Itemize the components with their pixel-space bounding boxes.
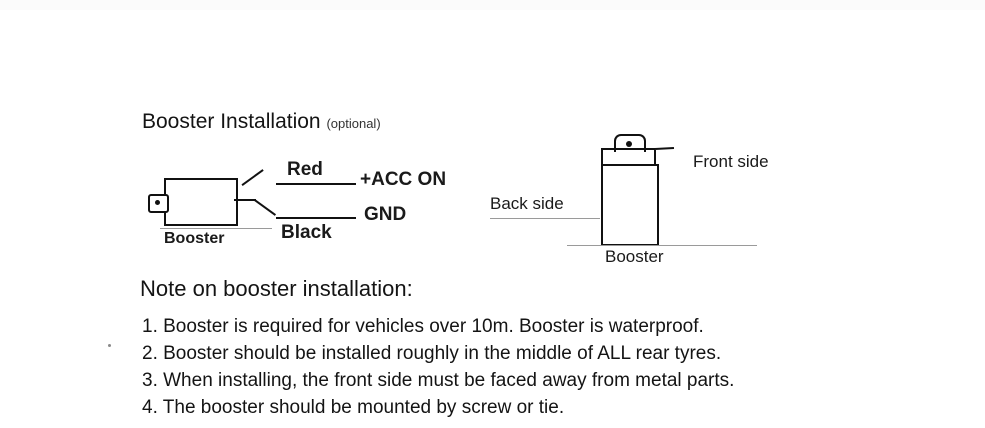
booster-right-underline — [567, 245, 757, 246]
booster-body-rect — [164, 178, 238, 226]
wire-red-line — [276, 183, 356, 185]
wire-branch-upper — [241, 169, 276, 203]
booster-right-caption: Booster — [605, 247, 664, 266]
notes-list — [142, 313, 734, 421]
terminal-gnd-label: GND — [364, 204, 407, 225]
wire-black-line — [276, 217, 356, 219]
notes-title: Note on booster installation: — [140, 276, 413, 301]
back-side-underline — [490, 218, 600, 219]
scan-artifact-speck — [108, 344, 111, 347]
booster-top-right-edge — [655, 147, 674, 150]
section-heading — [142, 110, 381, 134]
list-item: 1. Booster is required for vehicles over 10m. Booster is waterproof. — [142, 316, 704, 337]
list-item: 2. Booster should be installed roughly in the middle of ALL rear tyres. — [142, 343, 722, 364]
booster-3d-diagram — [490, 142, 805, 272]
booster-left-caption: Booster — [164, 230, 225, 247]
front-side-label: Front side — [693, 152, 769, 171]
terminal-acc-on-label: +ACC ON — [360, 169, 447, 190]
wire-red-label: Red — [287, 159, 323, 180]
section-heading-text: Booster Installation — [142, 110, 321, 133]
booster-front-face-rect — [601, 164, 659, 246]
wiring-diagram — [142, 160, 482, 270]
booster-connector-icon — [148, 194, 169, 213]
wire-black-label: Black — [281, 222, 332, 243]
back-side-label: Back side — [490, 194, 564, 213]
list-item: 3. When installing, the front side must be faced away from metal parts. — [142, 370, 735, 391]
list-item: 4. The booster should be mounted by screw or tie. — [142, 397, 565, 418]
booster-left-underline — [160, 228, 272, 229]
section-heading-optional: (optional) — [326, 116, 381, 131]
booster-top-left-edge — [601, 148, 603, 164]
booster-top-face-line — [601, 148, 655, 150]
scan-top-edge — [0, 0, 985, 10]
